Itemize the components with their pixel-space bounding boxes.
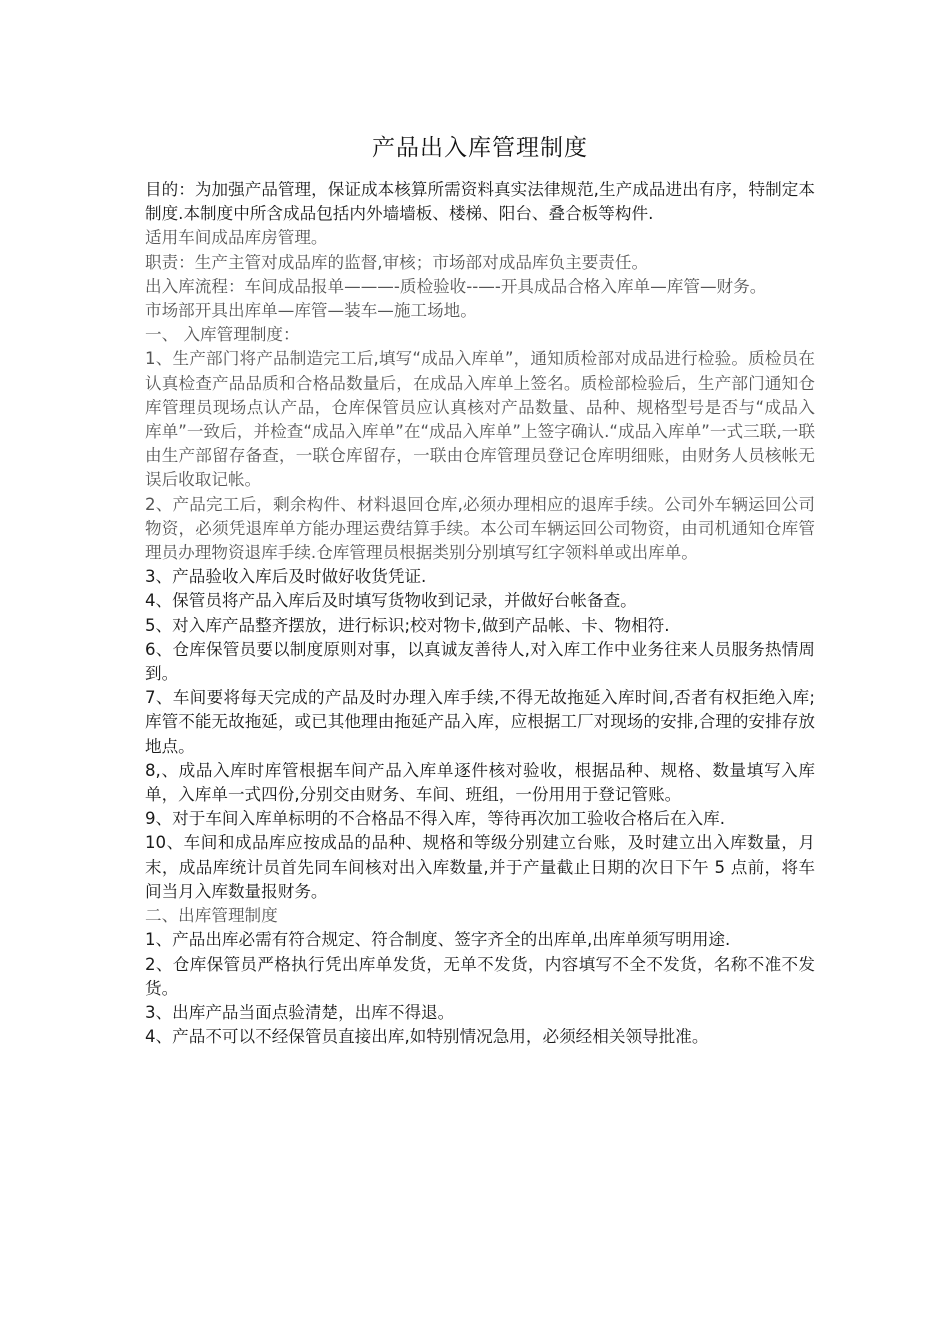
inbound-rule-4: 4、保管员将产品入库后及时填写货物收到记录，并做好台帐备查。 (145, 591, 637, 611)
paragraph-responsibility: 职责：生产主管对成品库的监督,审核；市场部对成品库负主要责任。 (145, 252, 649, 272)
inbound-rule-9: 9、对于车间入库单标明的不合格品不得入库，等待再次加工验收合格后在入库. (145, 809, 726, 829)
section-heading-outbound: 二、出库管理制度 (145, 906, 278, 926)
inbound-rule-3: 3、产品验收入库后及时做好收货凭证. (145, 567, 427, 587)
outbound-rule-1: 1、产品出库必需有符合规定、符合制度、签字齐全的出库单,出库单须写明用途. (145, 930, 731, 950)
paragraph-scope: 适用车间成品库房管理。 (145, 228, 328, 248)
inbound-rule-1: 1、生产部门将产品制造完工后,填写“成品入库单”，通知质检部对成品进行检验。质检员在认真检查产品品质和合格品数量后，在成品入库单上签名。质检部检验后，生产部门通知仓库管理员现场点认产品，仓库保管员应认真核对产品数量、品种、规格型号是否与“成品入库单”一致后，并检查“成品入库单”在“成品入库单”上签字确认.“成品入库单”一式三联,一联由生产部留存备查，一联仓库留存，一联由仓库管理员登记仓库明细账，由财务人员核帐无误后收取记帐。 (145, 349, 815, 490)
inbound-rule-5: 5、对入库产品整齐摆放，进行标识;校对物卡,做到产品帐、卡、物相符. (145, 615, 670, 635)
inbound-rule-8: 8,、成品入库时库管根据车间产品入库单逐件核对验收，根据品种、规格、数量填写入库单，入库单一式四份,分别交由财务、车间、班组，一份用用于登记管账。 (145, 760, 815, 805)
inbound-rule-6: 6、仓库保管员要以制度原则对事，以真诚友善待人,对入库工作中业务往来人员服务热情周到。 (145, 639, 815, 684)
outbound-rule-3: 3、出库产品当面点验清楚，出库不得退。 (145, 1002, 455, 1022)
paragraph-outbound-flow: 市场部开具出库单—库管—装车—施工场地。 (145, 301, 477, 321)
outbound-rule-2: 2、仓库保管员严格执行凭出库单发货，无单不发货，内容填写不全不发货，名称不准不发货。 (145, 954, 815, 998)
inbound-rule-10: 10、车间和成品库应按成品的品种、规格和等级分别建立台账，及时建立出入库数量，月末，成品库统计员首先同车间核对出入库数量,并于产量截止日期的次日下午 5 点前，将车间当月入库数量报财务。 (145, 833, 815, 901)
inbound-rule-2: 2、产品完工后，剩余构件、材料退回仓库,必须办理相应的退库手续。公司外车辆运回公司物资，必须凭退库单方能办理运费结算手续。本公司车辆运回公司物资，由司机通知仓库管理员办理物资退库手续.仓库管理员根据类别分别填写红字领料单或出库单。 (145, 494, 815, 563)
section-heading-inbound: 一、 入库管理制度： (145, 325, 300, 345)
document-title: 产品出入库管理制度 (372, 135, 588, 161)
outbound-rule-4: 4、产品不可以不经保管员直接出库,如特别情况急用，必须经相关领导批准。 (145, 1027, 709, 1047)
paragraph-inbound-flow: 出入库流程：车间成品报单———-质检验收--—-开具成品合格入库单—库管—财务。 (145, 276, 767, 296)
document-page (145, 128, 815, 1049)
paragraph-purpose: 目的：为加强产品管理，保证成本核算所需资料真实法律规范,生产成品进出有序，特制定本制度.本制度中所含成品包括内外墙墙板、楼梯、阳台、叠合板等构件. (145, 180, 815, 224)
inbound-rule-7: 7、车间要将每天完成的产品及时办理入库手续,不得无故拖延入库时间,否者有权拒绝入库;库管不能无故拖延，或已其他理由拖延产品入库，应根据工厂对现场的安排,合理的安排存放地点。 (145, 688, 815, 756)
